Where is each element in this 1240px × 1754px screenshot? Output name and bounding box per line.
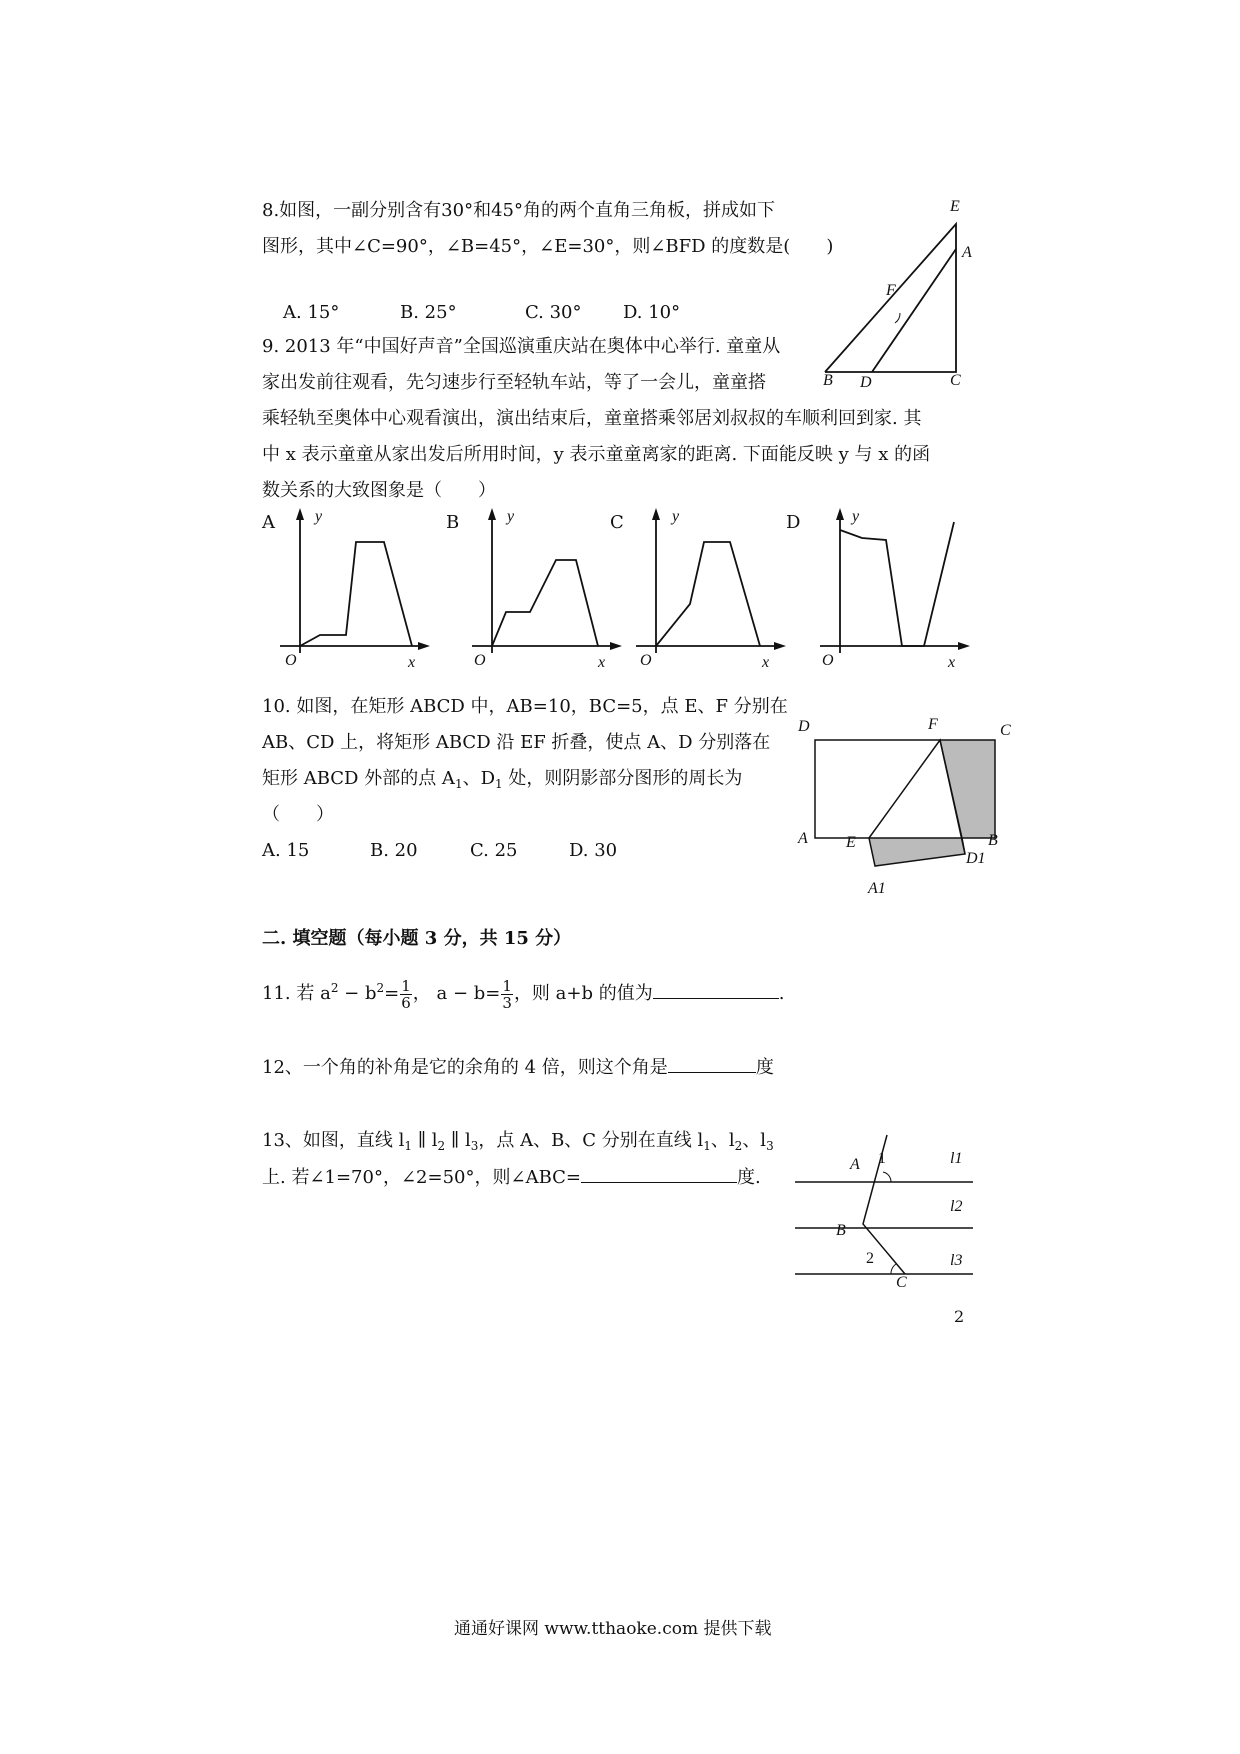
q8-label-f: F	[886, 282, 896, 299]
q9-graph-b-label: B	[446, 512, 460, 533]
q8-option-b: B. 25°	[400, 302, 457, 323]
q13-label-b: B	[836, 1222, 846, 1239]
q10-line2: AB、CD 上，将矩形 ABCD 沿 EF 折叠，使点 A、D 分别落在	[262, 732, 771, 753]
q13-answer-blank	[581, 1166, 737, 1183]
q13-label-l3: l3	[950, 1252, 963, 1269]
q9-graph-a-label: A	[262, 512, 275, 533]
q10-option-b: B. 20	[370, 840, 418, 861]
q9-graph-c-x: x	[762, 654, 770, 671]
q10-line3: 矩形 ABCD 外部的点 $A_1$、$D_1$ 处，则阴影部分图形的周长为	[262, 768, 743, 791]
q8-line2: 图形，其中∠C=90°，∠B=45°，∠E=30°，则∠BFD 的度数是( )	[262, 236, 834, 257]
q9-graph-d-y: y	[852, 508, 860, 525]
q9-line1: 9. 2013 年“中国好声音”全国巡演重庆站在奥体中心举行. 童童从	[262, 336, 781, 357]
q9-graph-c-origin: O	[640, 652, 652, 669]
q13-label-l2: l2	[950, 1198, 963, 1215]
q9-graph-b-origin: O	[474, 652, 486, 669]
q10-label-f: F	[928, 716, 938, 733]
q10-option-c: C. 25	[470, 840, 518, 861]
q9-line4: 中 x 表示童童从家出发后所用时间，y 表示童童离家的距离. 下面能反映 y 与 x 的函	[262, 444, 931, 465]
q10-label-a1: A1	[868, 880, 886, 897]
page-number: 2	[954, 1307, 965, 1326]
q9-graph-a-x: x	[408, 654, 416, 671]
q10-label-a: A	[798, 830, 808, 847]
q8-line1: 8.如图，一副分别含有30°和45°角的两个直角三角板，拼成如下	[262, 200, 775, 221]
q9-graph-c	[628, 508, 788, 658]
q8-label-b: B	[823, 372, 833, 389]
q13-label-angle-2: 2	[866, 1250, 874, 1267]
q9-graph-d-label: D	[786, 512, 801, 533]
q9-graph-d-x: x	[948, 654, 956, 671]
q8-option-c: C. 30°	[525, 302, 582, 323]
q9-graph-b-x: x	[598, 654, 606, 671]
q9-graph-a-origin: O	[285, 652, 297, 669]
q13-label-c: C	[896, 1274, 907, 1291]
q10-line1: 10. 如图，在矩形 ABCD 中，AB=10，BC=5，点 E、F 分别在	[262, 696, 788, 717]
q10-label-c: C	[1000, 722, 1011, 739]
q11-fraction-2: $\frac{1}{3}$	[502, 976, 512, 1012]
q9-graph-b-y: y	[507, 508, 515, 525]
q10-label-b: B	[988, 832, 998, 849]
q10-option-a: A. 15	[262, 840, 310, 861]
q13-label-angle-1: 1	[878, 1150, 886, 1167]
q8-label-a: A	[962, 244, 972, 261]
q11-fraction-1: $\frac{1}{6}$	[401, 976, 411, 1012]
q10-label-e: E	[846, 834, 856, 851]
q8-label-e: E	[950, 198, 960, 215]
q13-label-l1: l1	[950, 1150, 963, 1167]
q10-label-d1: D1	[966, 850, 986, 867]
q8-label-c: C	[950, 372, 961, 389]
q9-graph-a-y: y	[315, 508, 323, 525]
q9-graph-d	[812, 508, 972, 658]
q8-option-a: A. 15°	[283, 302, 340, 323]
q8-triangle-figure	[820, 200, 980, 390]
q13-label-a: A	[850, 1156, 860, 1173]
q10-line4: （ ）	[262, 804, 334, 825]
section-2-title: 二. 填空题（每小题 3 分，共 15 分）	[262, 928, 572, 949]
q9-graph-c-y: y	[672, 508, 680, 525]
q9-line2: 家出发前往观看，先匀速步行至轻轨车站，等了一会儿，童童搭	[262, 372, 766, 393]
q10-option-d: D. 30	[569, 840, 618, 861]
q9-graph-c-label: C	[610, 512, 624, 533]
q9-graph-a	[272, 508, 432, 658]
q9-line5: 数关系的大致图象是（ ）	[262, 480, 496, 501]
q11-answer-blank	[653, 982, 779, 999]
q10-label-d: D	[798, 718, 810, 735]
q10-rectangle-figure	[805, 730, 1005, 900]
q12-text: 12、一个角的补角是它的余角的 4 倍，则这个角是 度	[262, 1057, 774, 1078]
q9-graph-d-origin: O	[822, 652, 834, 669]
q12-answer-blank	[668, 1056, 756, 1073]
q8-label-d: D	[860, 374, 872, 391]
q8-option-d: D. 10°	[623, 302, 681, 323]
q13-line1: 13、如图，直线 $l_1$ ∥ $l_2$ ∥ $l_3$，点 A、B、C 分别在直线 $l_1$、$l_2$、$l_3$	[262, 1130, 774, 1153]
q11-text: 11. 若 $a^2 - b^2=$ $\frac{1}{6}$ ， a − b= $\frac{1}{3}$ ，则 a+b 的值为 .	[262, 976, 785, 1012]
q9-line3: 乘轻轨至奥体中心观看演出，演出结束后，童童搭乘邻居刘叔叔的车顺利回到家. 其	[262, 408, 922, 429]
q9-graph-b	[464, 508, 624, 658]
q13-line2: 上. 若∠1=70°，∠2=50°，则∠ABC= 度.	[262, 1167, 761, 1188]
footer-text: 通通好课网 www.tthaoke.com 提供下载	[454, 1619, 772, 1639]
